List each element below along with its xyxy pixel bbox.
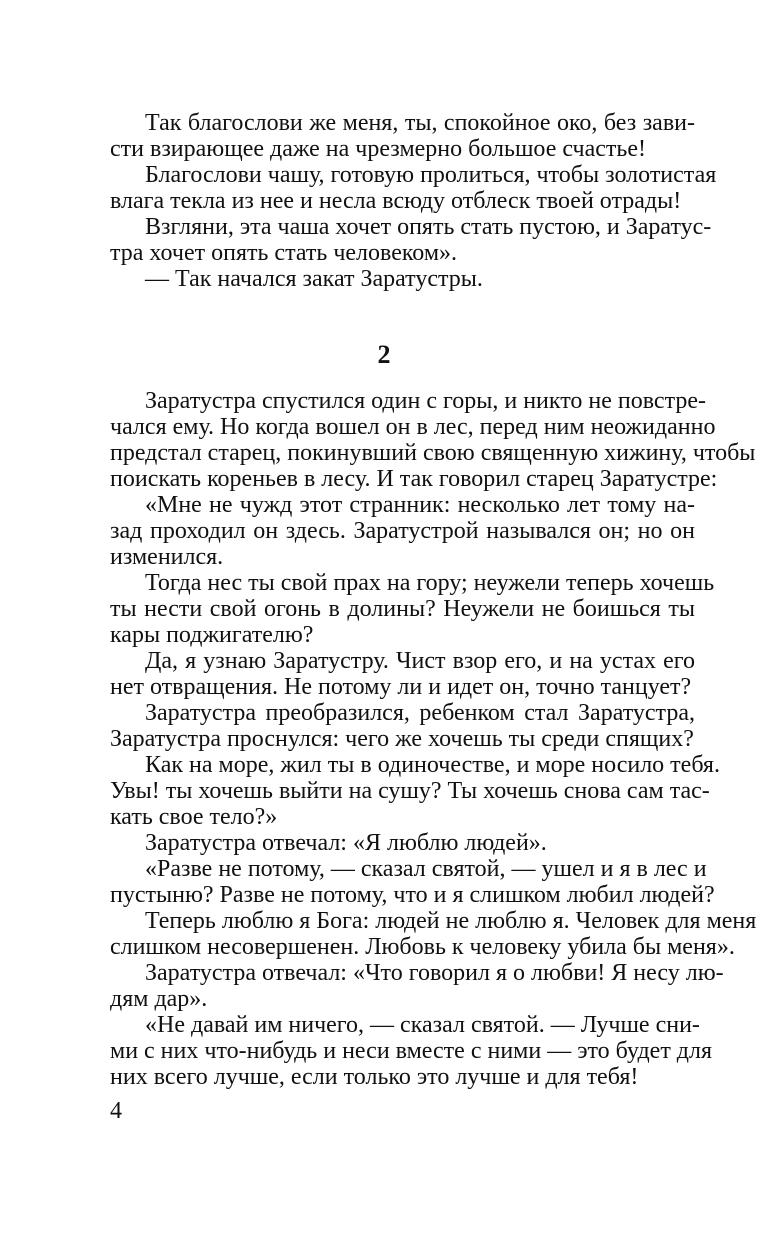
text-line: Тогда нес ты свой прах на гору; неужели теперь хочешь [145,570,715,596]
text-line: Благослови чашу, готовую пролиться, чтобы золотистая [145,162,717,188]
text-line: слишком несовершенен. Любовь к человеку убила бы меня». [110,934,735,960]
paragraph [110,648,695,700]
text-line: дям дар». [110,986,208,1012]
chapter-heading: 2 [377,340,391,369]
paragraph [110,856,715,908]
paragraph [110,110,695,162]
paragraph [110,700,695,752]
paragraph [110,960,724,1012]
paragraph [110,214,712,266]
text-line: Да, я узнаю Заратустру. Чист взор его, и на устах его [145,648,695,674]
paragraph [110,388,756,492]
text-line: «Разве не потому, — сказал святой, — ушел и я в лес и [145,856,707,882]
text-line: кары поджигателю? [110,622,314,648]
text-line: предстал старец, покинувший свою священную хижину, чтобы [110,440,756,466]
text-line: Заратустра проснулся: чего же хочешь ты среди спящих? [110,726,694,752]
text-line: Заратустра отвечал: «Что говорил я о любви! Я несу лю- [145,960,724,986]
paragraph [110,492,695,570]
text-line: «Не давай им ничего, — сказал святой. — Лучше сни- [145,1012,700,1038]
text-line: нет отвращения. Не потому ли и идет он, точно танцует? [110,674,692,700]
paragraph [110,570,715,648]
text-line: влага текла из нее и несла всюду отблеск твоей отрады! [110,188,682,214]
text-line: кать свое тело?» [110,804,278,830]
paragraph [110,162,717,214]
text-line: Теперь люблю я Бога: людей не люблю я. Человек для меня [145,908,757,934]
text-line: ты нести свой огонь в долины? Неужели не боишься ты [110,596,695,622]
text-line: Как на море, жил ты в одиночестве, и море носило тебя. [145,752,720,778]
paragraph [110,266,695,292]
text-line: чался ему. Но когда вошел он в лес, перед ним неожиданно [110,414,716,440]
text-line: Заратустра отвечал: «Я люблю людей». [145,830,547,856]
text-line: изменился. [110,544,224,570]
text-line: пустыню? Разве не потому, что и я слишком любил людей? [110,882,715,908]
text-line: сти взирающее даже на чрезмерно большое счастье! [110,136,646,162]
text-line: тра хочет опять стать человеком». [110,240,458,266]
text-line: Взгляни, эта чаша хочет опять стать пустою, и Заратус- [145,214,712,240]
text-line: поискать кореньев в лесу. И так говорил старец Заратустре: [110,466,718,492]
text-line: ми с них что-нибудь и неси вместе с ними — это будет для [110,1038,713,1064]
text-line: «Мне не чужд этот странник: несколько лет тому на- [145,492,695,518]
text-line: зад проходил он здесь. Заратустрой назывался он; но он [110,518,695,544]
text-line: Заратустра спустился один с горы, и никто не повстре- [145,388,706,414]
text-block-chapter [110,388,757,1090]
page-number: 4 [110,1098,122,1124]
text-block-intro [110,110,717,292]
paragraph [110,1012,713,1090]
text-line: них всего лучше, если только это лучше и для тебя! [110,1064,639,1090]
paragraph [110,908,757,960]
text-line: Так благослови же меня, ты, спокойное око, без зави- [145,110,695,136]
text-line: — Так начался закат Заратустры. [145,266,483,292]
paragraph [110,752,720,830]
text-line: Заратустра преобразился, ребенком стал Заратустра, [145,700,695,726]
text-line: Увы! ты хочешь выйти на сушу? Ты хочешь снова сам тас- [110,778,710,804]
paragraph [110,830,695,856]
